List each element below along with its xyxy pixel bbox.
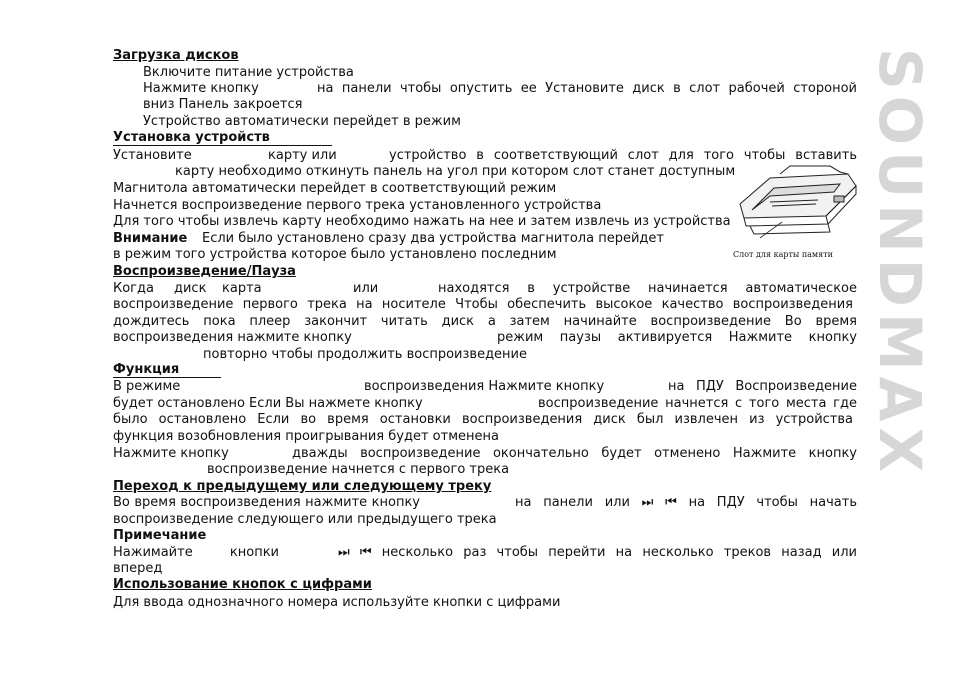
- function-line-3: было остановлено Если во время остановки воспроизведения диск был извлечен из устройства: [113, 412, 853, 427]
- play-line-1e: находятся в устройстве начинается автоматическое: [438, 281, 857, 296]
- play-line-1c: карта: [222, 281, 262, 296]
- function-line-1c: на ПДУ Воспроизведение: [668, 379, 857, 394]
- heading-loading: Загрузка дисков: [113, 48, 239, 63]
- function-line-4: функция возобновления проигрывания будет отменена: [113, 429, 499, 444]
- heading-skip: Переход к предыдущему или следующему треку: [113, 479, 492, 494]
- install-line-6: Если было установлено сразу два устройства магнитола перейдет: [202, 231, 664, 246]
- note-line-2: вперед: [113, 561, 163, 576]
- digits-line-1: Для ввода однозначного номера используйте кнопки с цифрами: [113, 595, 561, 610]
- heading-install: Установка устройств: [113, 131, 332, 146]
- skip-line-2: воспроизведение следующего или предыдущего трека: [113, 512, 497, 527]
- install-line-2: карту необходимо откинуть панель на угол при котором слот станет доступным: [175, 164, 736, 179]
- loading-line-4: Устройство автоматически перейдет в режим: [143, 114, 461, 129]
- figure-caption: Слот для карты памяти: [733, 250, 833, 259]
- install-line-4: Начнется воспроизведение первого трека установленного устройства: [113, 198, 602, 213]
- note-line-1a: Нажимайте кнопки: [113, 545, 279, 560]
- function-line-2a: будет остановлено Если Вы нажмете кнопку: [113, 396, 423, 411]
- loading-line-2b: на панели чтобы опустить ее Установите диск в слот рабочей стороной: [317, 81, 857, 96]
- play-line-1b: диск: [174, 281, 207, 296]
- play-line-2: воспроизведение первого трека на носителе Чтобы обеспечить высокое качество воспроизведения: [113, 297, 853, 312]
- install-line-3: Магнитола автоматически перейдет в соответствующий режим: [113, 181, 557, 196]
- heading-digits: Использование кнопок с цифрами: [113, 577, 372, 592]
- brand-text: SOUNDMAX: [865, 48, 934, 479]
- brand-logo: [865, 48, 934, 618]
- install-line-7: в режим того устройства которое было установлено последним: [113, 247, 557, 262]
- loading-line-1: Включите питание устройства: [143, 65, 354, 80]
- skip-line-1b: на панели или ⏭ ⏮ на ПДУ чтобы начать: [515, 495, 857, 510]
- play-line-1a: Когда: [113, 281, 154, 296]
- play-line-4b: режим паузы активируется Нажмите кнопку: [497, 330, 857, 345]
- function-line-5a: Нажмите кнопку: [113, 446, 229, 461]
- install-line-5: Для того чтобы извлечь карту необходимо нажать на нее и затем извлечь из устройства: [113, 214, 731, 229]
- install-line-1c: устройство в соответствующий слот для того чтобы вставить: [389, 148, 857, 163]
- memory-slot-illustration: [730, 166, 858, 262]
- function-line-2b: воспроизведение начнется с того места где: [538, 396, 857, 411]
- heading-play: Воспроизведение/Пауза: [113, 264, 296, 279]
- skip-line-1a: Во время воспроизведения нажмите кнопку: [113, 495, 420, 510]
- function-line-6: воспроизведение начнется с первого трека: [207, 462, 510, 477]
- function-line-5b: дважды воспроизведение окончательно будет отменено Нажмите кнопку: [292, 446, 857, 461]
- install-line-1a: Установите: [113, 148, 192, 163]
- function-line-1a: В режиме: [113, 379, 181, 394]
- heading-note: Примечание: [113, 528, 207, 543]
- loading-line-3: вниз Панель закроется: [143, 97, 303, 112]
- play-line-3: дождитесь пока плеер закончит читать диск а затем начинайте воспроизведение Во время: [113, 314, 857, 329]
- note-line-1b: ⏭ ⏮ несколько раз чтобы перейти на несколько треков назад или: [338, 545, 857, 560]
- install-line-1b: карту или: [268, 148, 337, 163]
- play-line-1d: или: [353, 281, 379, 296]
- loading-line-2a: Нажмите кнопку: [143, 81, 259, 96]
- function-line-1b: воспроизведения Нажмите кнопку: [364, 379, 605, 394]
- play-line-5: повторно чтобы продолжить воспроизведение: [203, 347, 528, 362]
- heading-function: Функция: [113, 363, 221, 378]
- play-line-4a: воспроизведения нажмите кнопку: [113, 330, 352, 345]
- install-warning-label: Внимание: [113, 231, 188, 246]
